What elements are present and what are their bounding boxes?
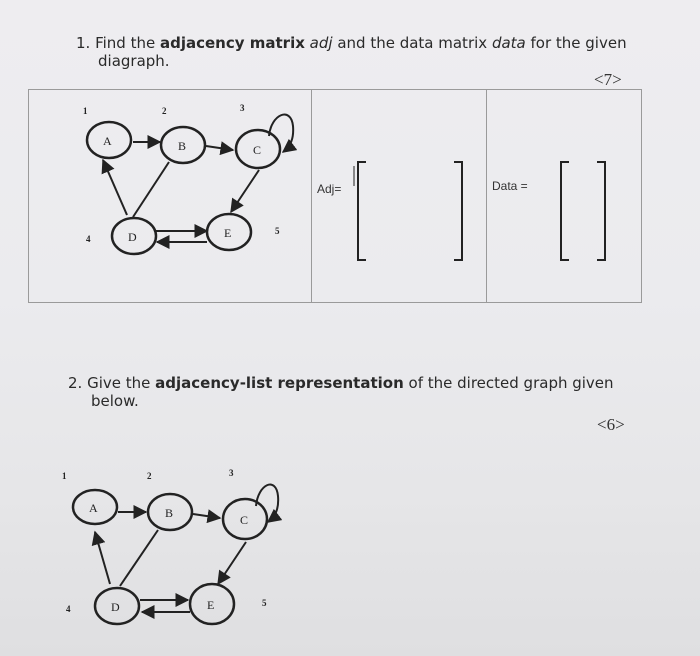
edge-b-c [193, 514, 220, 518]
node-d-number: 4 [66, 604, 71, 614]
node-a-label: A [103, 134, 112, 148]
node-e-number: 5 [262, 598, 267, 608]
question-2-bold-term: adjacency-list representation [155, 374, 404, 392]
data-matrix-brackets [487, 90, 642, 302]
node-d-number: 4 [86, 234, 91, 244]
question-2-prompt [68, 374, 658, 392]
adj-matrix-brackets [312, 90, 486, 302]
question-1-data-term: data [491, 34, 526, 52]
edge-c-e [231, 170, 259, 212]
edge-d-a [95, 532, 110, 584]
edge-b-c [206, 146, 233, 150]
node-b-label: B [178, 139, 187, 153]
node-c-number: 3 [229, 468, 234, 478]
question-1-prompt-line-2: diagraph. [98, 52, 170, 70]
edge-d-b [133, 162, 169, 217]
data-matrix-label: Data = [492, 179, 528, 193]
node-a-number: 1 [62, 471, 67, 481]
node-d-label: D [111, 600, 120, 614]
question-1-adj-term: adj [309, 34, 333, 52]
node-a-label: A [89, 501, 98, 515]
answer-table [28, 89, 642, 303]
node-c-label: C [240, 513, 249, 527]
question-1-number: 1. [76, 34, 91, 52]
question-2-suffix: of the directed graph given [403, 374, 614, 392]
question-2-prompt-line-2: below. [91, 392, 139, 410]
edge-d-b [120, 530, 158, 586]
node-e-number: 5 [275, 226, 280, 236]
question-1-prompt [76, 34, 656, 52]
question-2-prefix: Give the [87, 374, 156, 392]
question-1-marks: <7> [594, 70, 622, 89]
edge-d-a [103, 160, 127, 215]
edge-c-e [218, 542, 246, 584]
node-c-number: 3 [240, 103, 245, 113]
node-c-label: C [253, 143, 262, 157]
adj-matrix-label: Adj= [317, 182, 342, 196]
digraph-figure-1 [29, 90, 311, 302]
node-b-label: B [165, 506, 174, 520]
question-1-middle: and the data matrix [332, 34, 492, 52]
node-a-number: 1 [83, 106, 88, 116]
node-b-number: 2 [162, 106, 167, 116]
node-b-number: 2 [147, 471, 152, 481]
question-2-marks: <6> [597, 415, 625, 434]
question-1-prefix: Find the [95, 34, 160, 52]
node-d-label: D [128, 230, 137, 244]
question-1-suffix: for the given [525, 34, 627, 52]
question-1-bold-term: adjacency matrix [159, 34, 305, 52]
node-e-label: E [224, 226, 232, 240]
node-e-label: E [207, 598, 215, 612]
question-2-number: 2. [68, 374, 83, 392]
digraph-figure-2 [40, 460, 340, 650]
